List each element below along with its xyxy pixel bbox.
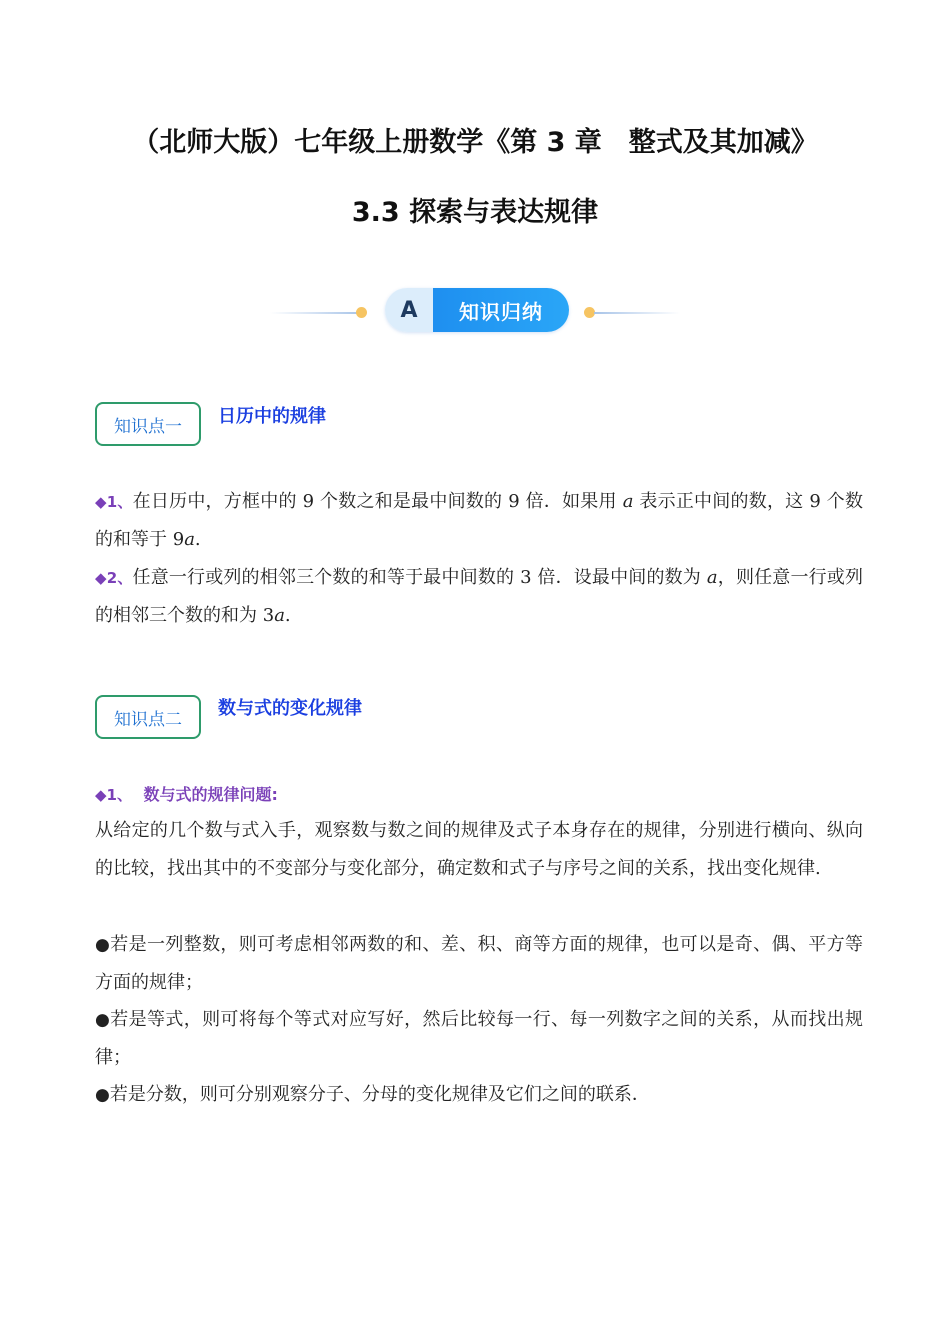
banner-right-line: [594, 312, 680, 314]
bullet-icon: ●: [95, 1010, 111, 1030]
item-text: 在日历中，方框中的 9 个数之和是最中间数的 9 倍．如果用: [132, 491, 623, 512]
subheading-text: 数与式的规律问题:: [143, 785, 278, 804]
bullet-text: 若是等式，则可将每个等式对应写好，然后比较每一行、每一列数字之间的关系，从而找出规律；: [95, 1009, 864, 1068]
item-text: 表示正中间的数，这 9 个数的和等于 9: [95, 491, 863, 550]
document-title: （北师大版）七年级上册数学《第 3 章 整式及其加减》: [132, 127, 818, 158]
knowledge-point-2-box: 知识点二: [95, 695, 201, 739]
knowledge-point-2-title: 数与式的变化规律: [218, 698, 362, 719]
item-number: 2、: [106, 569, 133, 587]
bullet-text: 若是分数，则可分别观察分子、分母的变化规律及它们之间的联系．: [109, 1084, 650, 1105]
banner-label: 知识归纳: [433, 288, 569, 332]
section-banner: [270, 286, 680, 336]
bullet-text: 若是一列整数，则可考虑相邻两数的和、差、积、商等方面的规律，也可以是奇、偶、平方等方面的规律；: [95, 934, 864, 993]
section1-item-2: [95, 559, 863, 635]
diamond-icon: ◆: [95, 493, 107, 511]
banner-left-dot: [356, 307, 367, 318]
section2-subheading: [95, 776, 863, 814]
bullet-icon: ●: [95, 1085, 110, 1105]
item-text: 任意一行或列的相邻三个数的和等于最中间数的 3 倍．设最中间的数为: [132, 567, 707, 588]
section2-bullet-2: [95, 1001, 863, 1077]
item-number: 1、: [106, 493, 133, 511]
section1-item-1: [95, 483, 863, 559]
diamond-icon: ◆: [95, 569, 107, 587]
banner-pill: [385, 288, 569, 332]
bullet-icon: ●: [95, 935, 111, 955]
section2-bullet-3: [95, 1076, 863, 1114]
math-variable: a: [706, 567, 718, 588]
math-variable: a: [274, 605, 285, 626]
banner-letter: A: [385, 288, 433, 332]
item-text: ，则任意一行或列的相邻三个数的和为 3: [95, 567, 864, 626]
section2-bullet-1: [95, 926, 863, 1002]
item-text: .: [284, 605, 291, 626]
subheading-number: 1、: [106, 786, 132, 804]
document-subtitle: 3.3 探索与表达规律: [351, 197, 599, 228]
math-variable: a: [184, 529, 195, 550]
knowledge-point-1-box: 知识点一: [95, 402, 201, 446]
knowledge-point-1-title: 日历中的规律: [218, 406, 326, 427]
diamond-icon: ◆: [95, 786, 107, 804]
math-variable: a: [622, 491, 634, 512]
section2-intro: 从给定的几个数与式入手，观察数与数之间的规律及式子本身存在的规律，分别进行横向、纵向的比较，找出其中的不变部分与变化部分，确定数和式子与序号之间的关系，找出变化规律.: [95, 820, 863, 879]
item-text: .: [194, 529, 201, 550]
banner-left-line: [270, 312, 360, 314]
